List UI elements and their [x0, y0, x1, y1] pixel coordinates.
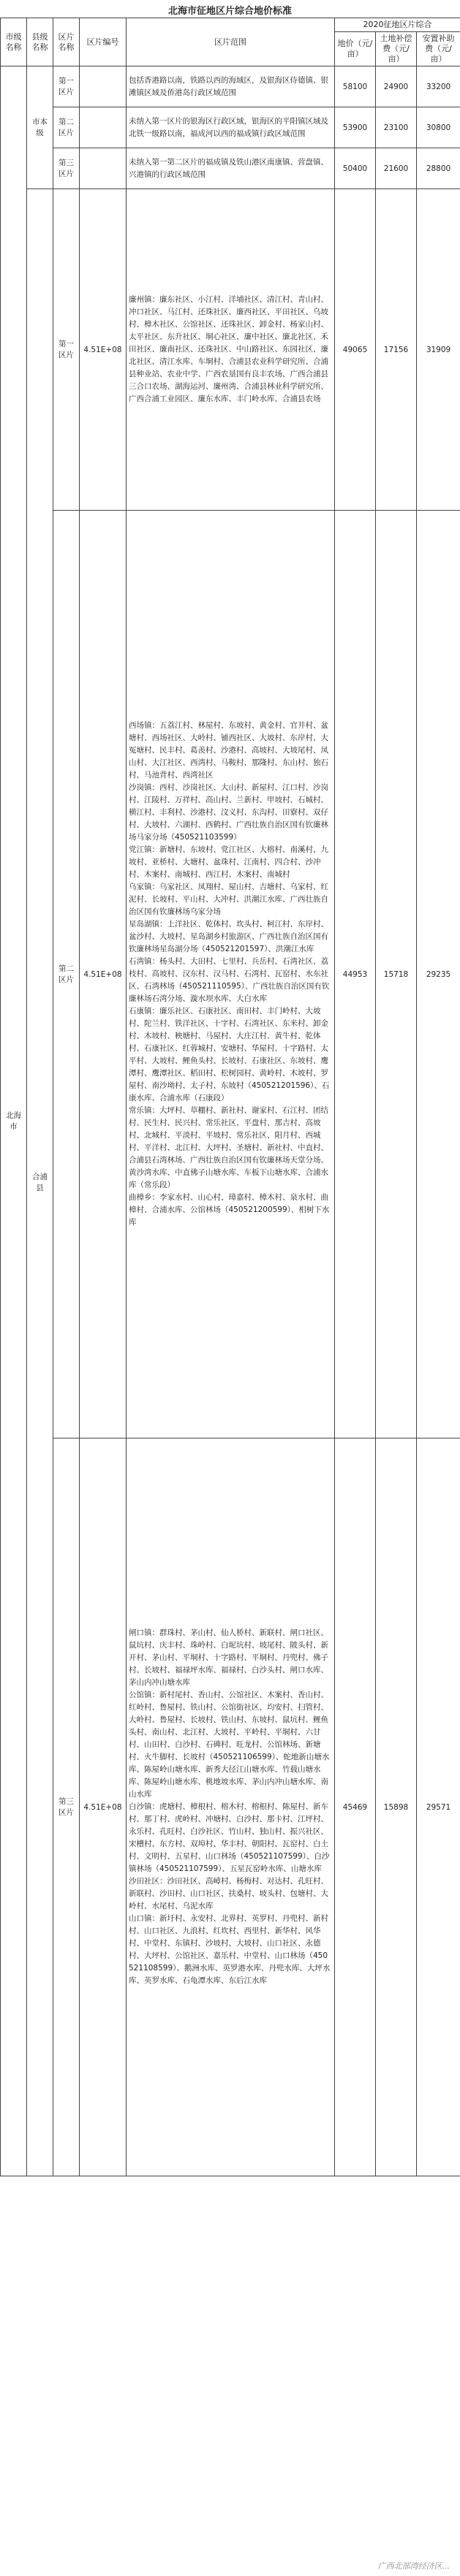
zone-code-cell: 4.51E+08	[80, 189, 127, 511]
zone-name-cell: 第二区片	[53, 511, 80, 1438]
header-group: 2020征地区片综合	[335, 18, 460, 32]
county-cell-hepu: 合浦县	[27, 189, 53, 2176]
header-zone-code: 区片编号	[80, 18, 127, 66]
header-land: 土地补偿费（元/亩）	[376, 32, 417, 66]
header-zone-name: 区片名称	[53, 18, 80, 66]
total-price-cell: 44953	[335, 511, 376, 1438]
zone-name-cell: 第三区片	[53, 1438, 80, 2176]
table-row	[1, 511, 460, 1438]
land-comp-cell: 24900	[376, 66, 417, 107]
table-row	[1, 148, 460, 189]
zone-range-cell: 廉州镇：廉东社区、小江村、洋埔社区、清江村、青山村、冲口社区、马江村、还珠社区、廉西社区、平田社区、乌坡村、樟木社区、公馆社区、还珠社区、卸金村、杨家山村、太平社区、东升社区、垌心社区、廉中社区、廉北社区、禾田社区、廉南社区、还珠社区、中山路社区、东园社区、廉北社区、清江水库、车垌村、合浦县农业科学研究所、合浦县种业站、农业中学、广西农垦国有良丰农场、广西合浦县三合口农场、湖海运河、廉州湾、合浦县林业科学研究所、广西合浦工业园区、廉东水库、丰门岭水库、合浦县农场	[127, 189, 335, 511]
zone-code-cell: 4.51E+08	[80, 511, 127, 1438]
land-comp-cell: 15718	[376, 511, 417, 1438]
zone-range-cell: 包括香港路以南，铁路以西的海域区，及银海区侍德镇、银滩镇区域及侨港岛行政区域范围	[127, 66, 335, 107]
zone-range-cell: 西场镇：五荔江村、林屋村、东坡村、黄金村、官井村、盆塘村、西场社区、大岭村、铺西社区、大坡村、东岸村、大冤塘村、民丰村、葛羡村、沙港村、高坡村、大坡尾村、凤山村、大江社区、西湾村、马鞍村、那隆村、东山村、独石村、马池背村、西湾社区 沙岗镇：西村、沙岗社区、大山村、新屋村、江口村、沙岗村、江陵村、万祥村、高山村、兰新村、甲坡村、石城村、横江村、丰利村、沙港村、汶义村、东沟村、田寮村、双仔村、大坡村、六湖村、西鹤村、广西壮族自治区国有钦廉林场马家分场（450521103599） 党江镇：新塘村、东坡村、党江社区、大榕村、南溪村、九坡村、亚桥村、大塘村、盆珠村、江南村、四合村、沙冲村、木案村、南城村、西江村、木案村、南城村 乌家镇：乌家社区、凤翔村、屋山村、吉塘村、乌家村、红泥村、长坡村、平山村、大冲村、洪潮江水库、广西壮族自治区国有钦廉林场乌家分场 星岛湖镇：上洋社区、乾体村、坎头村、柯江村、东岸村、盆沙村、大坡村、星岛湖乡村旅游区、广西壮族自治区国有钦廉林场星岛湖分场（450521201597）、洪潮江水库 石湾镇：杨头村、大田村、七里村、兵岳村、石湾社区、荔枝村、高坡村、汉东村、汉马村、石湾村、瓦窑村、水东社区、石湾林场（450521110595）、广西壮族自治区国有钦廉林场石湾分场、漩水坝水库、大白水库 石康镇：廉乐社区、石康社区、南田村、丰门岭村、大坡村、陀兰村、铁洋社区、十字村、石湾社区、东米村、卸金村、木坡村、秧塘村、马屋村、大庄江村、黄牛村、乾体村、石康社区、红蓉城村、安塘村、华屋村、十字路村、太平村、大坡村、鲤鱼头村、长坡村、石康社区、东坡村、鹰潭村、鹰潭社区、稻田村、松树园村、黄岭村、木坡村、罗屋村、南沙坳村、太子村、东坡村（450521201596）、石康水库、合浦水库（石康段） 常乐镇：大坪村、草棚村、新社村、谢家村、石江村、团结村、民生村、民兴村、常乐社区、平盘村、那吉村、高坡村、北城村、平淡村、平坡村、常乐社区、阳月村、西城村、平洋村、北江村、大坪村、圣塘村、新社村、中直村、合浦县石湾林场、广西壮族自治区国有钦廉林场天堂分场、黄沙湾水库、中直佛子山塘水库、车板下山塘水库、合浦水库（常乐段） 曲樟乡：李家水村、山心村、璋嘉村、樟木村、泉水村、曲樟村、合浦水库、公馆林场（450521200599）、相树下水库	[127, 511, 335, 1438]
resettle-comp-cell: 28800	[417, 148, 460, 189]
table-row	[1, 66, 460, 107]
resettle-comp-cell: 33200	[417, 66, 460, 107]
resettle-comp-cell: 31909	[417, 189, 460, 511]
page-title: 北海市征地区片综合地价标准	[167, 6, 292, 17]
total-price-cell: 58100	[335, 66, 376, 107]
land-comp-cell: 21600	[376, 148, 417, 189]
header-county: 县级名称	[27, 18, 53, 66]
land-comp-cell: 17156	[376, 189, 417, 511]
zone-code-cell	[80, 148, 127, 189]
table-row	[1, 189, 460, 511]
table-row	[1, 1438, 460, 2176]
resettle-comp-cell: 30800	[417, 107, 460, 148]
header-resettle: 安置补助费（元/亩）	[417, 32, 460, 66]
zone-range-cell: 未纳入第一区片的银海区行政区域，银海区的平阳镇区域及北铁一级路以南，福成河以西的福成镇行政区域范围	[127, 107, 335, 148]
zone-code-cell	[80, 107, 127, 148]
total-price-cell: 49065	[335, 189, 376, 511]
county-cell-urban: 市本级	[27, 66, 53, 189]
zone-name-cell: 第二区片	[53, 107, 80, 148]
zone-name-cell: 第三区片	[53, 148, 80, 189]
zone-range-cell: 闸口镇：群珠村、茅山村、仙人桥村、新联村、闸口社区、鼠坑村、庆丰村、珠岭村、白坭坑村、坡尾村、陂头村、新开村、茅山村、平垌村、十字路村、平垌村、丹兜村、佛子村、长坡村、福禄坪水库、福禄村、白沙头村、闸口水库、茅山内冲山塘水库 公馆镇：新村尾村、香山村、公馆社区、木案村、香山村、红岭村、鲁屋村、铁山村、公馆街社区、均安村、扫管村、大岭村、鲁屋村、长坡村、铁山村、东坡村、鼠坑村、鲤鱼头村、南山村、北江村、大坡村、平岭村、平垌村、六甘村、山田村、白沙村、石碑村、旺龙村、公馆林场、新塘村、火牛脚村、长坡村（450521106599）、蛇地新山塘水库、陈屋岭山塘水库、新秀大径江山塘水库、竹载山塘水库、陈屋岭山塘水库、桃地坡水库、茅山内冲山塘水库、南山水库 白沙镇：虎塘村、樟根村、榕木村、榕根村、陈屋村、新车村、那丁村、虎岭村、冲塘村、白沙村、那卡村、江坪村、永乐村、孔旺村、白沙社区、竹山村、独山村、振兴社区、宋槽村、东方村、双埠村、华丰村、朝阳村、瓦窑村、白土村、文明村、五星村、山口林场（450521107599）、白沙镇林场（450521107599）、五星瓦窑岭水库、山塘水库 沙田社区：沙田社区、高嶂村、杨梅村、对达村、孔旺村、新联村、沙田村、山口社区、扶桑村、坡头村、包塘村、大岭村、水尾村、乌泥水库 山口镇：新圩村、永安村、北界村、英罗村、丹兜村、新村村、山口社区、九浪村、红坎村、西里村、新华村、风华村、中堂村、东镇村、沙坡村、大坡村、山口社区、永德村、大坪村、公馆社区、嘉乐村、中堂村、山口林场（450521108599）、鹅洲水库、英罗港水库、丹兜水库、大坪水库、英罗水库、石龟潭水库、东后江水库	[127, 1438, 335, 2176]
land-comp-cell: 23100	[376, 107, 417, 148]
city-cell: 北海市	[1, 66, 27, 2176]
land-price-table	[0, 18, 460, 2176]
header-row-1	[1, 18, 460, 32]
resettle-comp-cell: 29571	[417, 1438, 460, 2176]
source-watermark: 广西北部湾经济区...	[377, 2561, 450, 2571]
total-price-cell: 50400	[335, 148, 376, 189]
land-comp-cell: 15898	[376, 1438, 417, 2176]
total-price-cell: 45469	[335, 1438, 376, 2176]
header-zone-range: 区片范围	[127, 18, 335, 66]
zone-code-cell: 4.51E+08	[80, 1438, 127, 2176]
resettle-comp-cell: 29235	[417, 511, 460, 1438]
header-city: 市级名称	[1, 18, 27, 66]
zone-code-cell	[80, 66, 127, 107]
header-total: 地价（元/亩）	[335, 32, 376, 66]
zone-name-cell: 第一区片	[53, 66, 80, 107]
total-price-cell: 53900	[335, 107, 376, 148]
table-row	[1, 107, 460, 148]
zone-name-cell: 第一区片	[53, 189, 80, 511]
zone-range-cell: 未纳入第一第二区片的福成镇及铁山港区南康镇、营盘镇、兴港镇的行政区域范围	[127, 148, 335, 189]
